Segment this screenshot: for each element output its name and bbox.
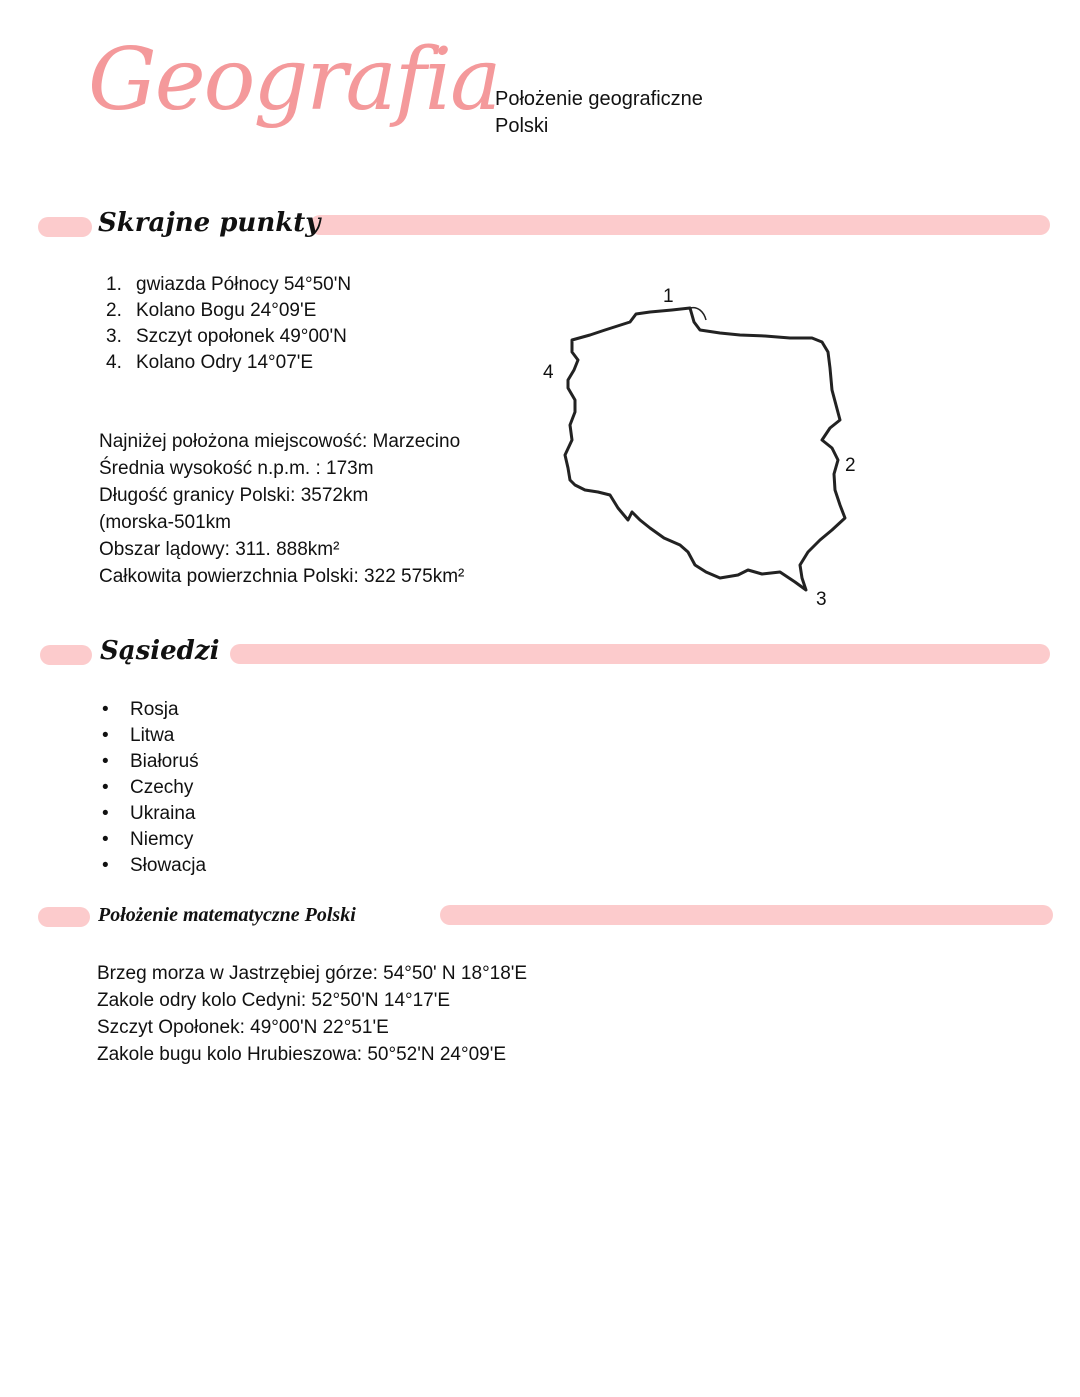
section-bar-left bbox=[38, 907, 90, 927]
item-text: Litwa bbox=[130, 725, 175, 746]
item-text: Ukraina bbox=[130, 803, 196, 824]
item-text: Szczyt opołonek 49°00'N bbox=[136, 326, 347, 347]
item-text: Rosja bbox=[130, 699, 179, 720]
item-text: Słowacja bbox=[130, 855, 207, 876]
fact-line: Najniżej położona miejscowość: Marzecino bbox=[99, 431, 461, 452]
list-item bbox=[102, 855, 206, 877]
subtitle-line: Położenie geograficzne bbox=[495, 88, 703, 110]
section-title-math: Położenie matematyczne Polski bbox=[98, 904, 356, 926]
list-item bbox=[102, 803, 195, 825]
list-item bbox=[102, 751, 199, 773]
bullet-icon: • bbox=[102, 751, 109, 772]
coord-line: Zakole odry kolo Cedyni: 52°50'N 14°17'E bbox=[97, 990, 451, 1011]
bullet-icon: • bbox=[102, 855, 109, 876]
item-text: Białoruś bbox=[130, 751, 199, 772]
map-label-1: 1 bbox=[663, 286, 674, 307]
fact-line: Długość granicy Polski: 3572km bbox=[99, 485, 369, 506]
map-label-3: 3 bbox=[816, 589, 827, 610]
coord-line: Brzeg morza w Jastrzębiej górze: 54°50' N 18°18'E bbox=[97, 963, 528, 984]
section-bar-right bbox=[230, 644, 1050, 664]
item-number: 3. bbox=[106, 326, 122, 347]
map-label-4: 4 bbox=[543, 362, 554, 383]
fact-line: Obszar lądowy: 311. 888km² bbox=[99, 539, 340, 560]
list-item bbox=[102, 725, 174, 747]
map-label-2: 2 bbox=[845, 455, 856, 476]
section-bar-right bbox=[440, 905, 1053, 925]
section-bar-left bbox=[40, 645, 92, 665]
item-text: Kolano Odry 14°07'E bbox=[136, 352, 314, 373]
fact-line: Średnia wysokość n.p.m. : 173m bbox=[99, 458, 374, 479]
item-text: Kolano Bogu 24°09'E bbox=[136, 300, 317, 321]
item-text: gwiazda Północy 54°50'N bbox=[136, 274, 352, 295]
coord-line: Szczyt Opołonek: 49°00'N 22°51'E bbox=[97, 1017, 389, 1038]
list-item bbox=[102, 777, 193, 799]
item-number: 2. bbox=[106, 300, 122, 321]
list-item bbox=[102, 699, 179, 721]
section-title-neighbors: Sąsiedzi bbox=[100, 636, 220, 666]
page-title: Geografia bbox=[88, 30, 500, 130]
fact-line: Całkowita powierzchnia Polski: 322 575km² bbox=[99, 566, 465, 587]
bullet-icon: • bbox=[102, 725, 109, 746]
item-number: 1. bbox=[106, 274, 122, 295]
subtitle-line: Polski bbox=[495, 115, 549, 137]
item-number: 4. bbox=[106, 352, 122, 373]
item-text: Czechy bbox=[130, 777, 194, 798]
item-text: Niemcy bbox=[130, 829, 194, 850]
bullet-icon: • bbox=[102, 699, 109, 720]
coord-line: Zakole bugu kolo Hrubieszowa: 50°52'N 24°09'E bbox=[97, 1044, 507, 1065]
fact-line: (morska-501km bbox=[99, 512, 231, 533]
bullet-icon: • bbox=[102, 829, 109, 850]
bullet-icon: • bbox=[102, 777, 109, 798]
poland-outline bbox=[565, 308, 845, 590]
section-title-extreme: Skrajne punkty bbox=[98, 208, 321, 238]
list-item bbox=[102, 829, 193, 851]
bullet-icon: • bbox=[102, 803, 109, 824]
